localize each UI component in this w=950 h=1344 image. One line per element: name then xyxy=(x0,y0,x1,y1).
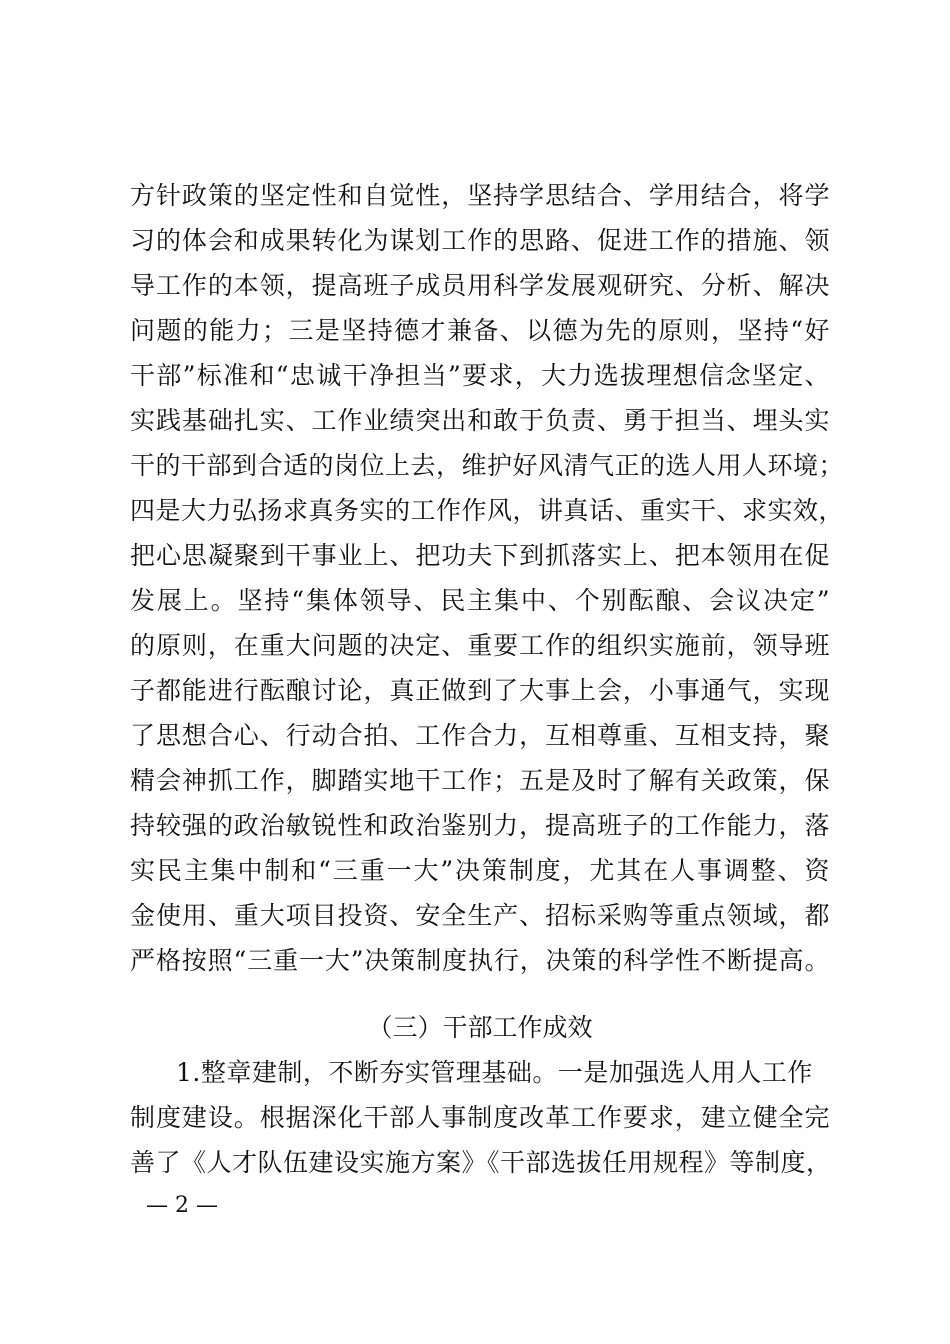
body-line: 金使用、重大项目投资、安全生产、招标采购等重点领域，都 xyxy=(130,901,830,930)
body-line: 习的体会和成果转化为谋划工作的思路、促进工作的措施、领 xyxy=(130,226,830,255)
body-line: 问题的能力；三是坚持德才兼备、以德为先的原则，坚持“好 xyxy=(130,316,830,345)
section-heading: （三）干部工作成效 xyxy=(367,1013,593,1042)
body-line: 精会神抓工作，脚踏实地干工作；五是及时了解有关政策，保 xyxy=(130,766,830,795)
body-line: 方针政策的坚定性和自觉性，坚持学思结合、学用结合，将学 xyxy=(130,181,830,210)
body-line: 发展上。坚持“集体领导、民主集中、个别酝酿、会议决定” xyxy=(130,586,830,615)
body-line: 干的干部到合适的岗位上去，维护好风清气正的选人用人环境； xyxy=(130,451,845,480)
page-number: — 2 — xyxy=(146,1193,218,1218)
body-line: 干部”标准和“忠诚干净担当”要求，大力选拔理想信念坚定、 xyxy=(130,361,830,390)
section-paragraph-line: 制度建设。根据深化干部人事制度改革工作要求，建立健全完 xyxy=(130,1103,830,1132)
body-line: 四是大力弘扬求真务实的工作作风，讲真话、重实干、求实效， xyxy=(130,496,845,525)
body-line: 持较强的政治敏锐性和政治鉴别力，提高班子的工作能力，落 xyxy=(130,811,830,840)
body-line: 的原则，在重大问题的决定、重要工作的组织实施前，领导班 xyxy=(130,631,830,660)
section-paragraph-line: 善了《人才队伍建设实施方案》《干部选拔任用规程》等制度， xyxy=(130,1148,832,1177)
body-line: 严格按照“三重一大”决策制度执行，决策的科学性不断提高。 xyxy=(130,946,830,975)
body-line: 实践基础扎实、工作业绩突出和敢于负责、勇于担当、埋头实 xyxy=(130,406,830,435)
body-line: 子都能进行酝酿讨论，真正做到了大事上会，小事通气，实现 xyxy=(130,676,830,705)
body-line: 导工作的本领，提高班子成员用科学发展观研究、分析、解决 xyxy=(130,271,830,300)
body-line: 了思想合心、行动合拍、工作合力，互相尊重、互相支持，聚 xyxy=(130,721,830,750)
body-line: 实民主集中制和“三重一大”决策制度，尤其在人事调整、资 xyxy=(130,856,830,885)
body-line: 把心思凝聚到干事业上、把功夫下到抓落实上、把本领用在促 xyxy=(130,541,830,570)
section-paragraph-line: 1.整章建制，不断夯实管理基础。一是加强选人用人工作 xyxy=(176,1058,813,1087)
